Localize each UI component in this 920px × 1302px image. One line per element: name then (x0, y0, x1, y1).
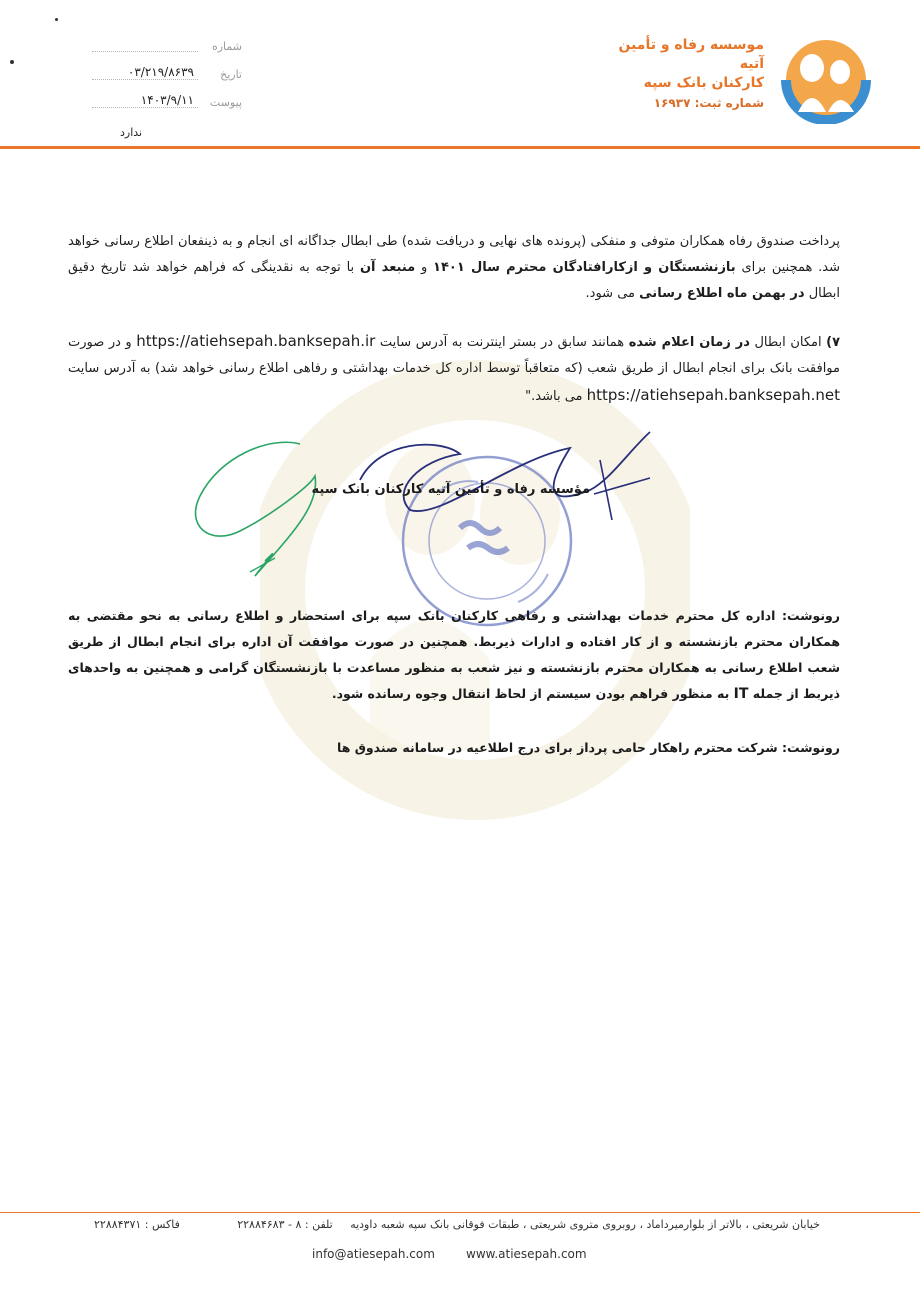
site-url-ir[interactable]: https://atiehsepah.banksepah.ir (136, 332, 376, 350)
scan-speck (55, 18, 58, 21)
org-name-line1: موسسه رفاه و تأمین آتیه (618, 37, 764, 72)
attachment-label: پیوست (209, 96, 242, 109)
footer-address: خیابان شریعتی ، بالاتر از بلوارمیرداماد ، روبروی متروی شریعتی ، طبقات فوقانی بانک سپه شعبه داودیه (350, 1218, 820, 1231)
cc-2: رونوشت: شرکت محترم راهکار حامی پرداز برای درج اطلاعیه در سامانه صندوق ها (337, 740, 840, 755)
p2-text: همانند سابق در بستر اینترنت به آدرس سایت (379, 335, 625, 350)
org-name-block (594, 36, 764, 113)
cc1-it: IT (733, 686, 749, 702)
footer-website[interactable]: www.atiesepah.com (466, 1247, 587, 1261)
p2-text: می باشد." (525, 389, 583, 404)
cc1-text-end: به منظور فراهم بودن سیستم از لحاظ انتقال وجوه رسانده شود. (331, 686, 730, 701)
p1-bold-bahman: در بهمن ماه اطلاع رسانی (639, 286, 805, 301)
footer-address-phone (237, 1218, 820, 1231)
number-field (92, 40, 242, 56)
p2-text: امکان ابطال (754, 335, 822, 350)
attachment-value: ۱۴۰۳/۹/۱۱ (140, 93, 194, 107)
p1-text: با توجه به نقدینگی که فراهم خواهد شد تاریخ دقیق ابطال (68, 260, 840, 301)
p2-bold-announced: در زمان اعلام شده (628, 335, 750, 350)
org-registration: شماره ثبت: ۱۶۹۳۷ (653, 96, 764, 110)
footer-phone: تلفن : ۸ - ۲۲۸۸۴۶۸۳ (237, 1218, 333, 1231)
org-logo-icon (768, 28, 880, 124)
footer-email[interactable]: info@atiesepah.com (312, 1247, 435, 1261)
site-url-net[interactable]: https://atiehsepah.banksepah.net (586, 386, 840, 404)
date-label: تاریخ (220, 68, 242, 81)
p1-text: و (420, 260, 428, 275)
attachment-note: ندارد (120, 126, 143, 139)
cc-1 (68, 603, 840, 707)
navy-signature-icon (350, 420, 680, 530)
p1-text: می شود. (585, 286, 636, 301)
number-dotted-line (92, 51, 198, 52)
p1-bold-retirees: بازنشستگان و ازکارافتادگان محترم سال ۱۴۰۱ (433, 260, 736, 275)
number-label: شماره (211, 40, 242, 53)
date-field (92, 65, 242, 84)
footer-divider (0, 1212, 920, 1213)
p2-text: و در صورت موافقت بانک برای انجام ابطال از طریق شعب (که متعاقباً توسط اداره کل خدمات بهداشتی و رفاهی اطلاع رسانی خواهد شد) به آدرس سایت (68, 335, 840, 376)
date-dotted-line (92, 79, 198, 80)
signature-title: مؤسسه رفاه و تأمین آتیه کارکنان بانک سپه (311, 482, 590, 497)
attachment-field (92, 93, 242, 112)
p1-text: پرداخت صندوق رفاه همکاران متوفی و منفکی (پرونده های نهایی و دریافت شده) طی ابطال جداگانه ای انجام و به ذینفعان اطلاع رسانی خواهد شد. همچنین برای (68, 234, 840, 275)
green-signature-icon (180, 436, 330, 586)
footer-fax: فاکس : ۲۲۸۸۴۳۷۱ (94, 1218, 180, 1231)
date-value: ۰۳/۲۱۹/۸۶۳۹ (127, 65, 194, 79)
paragraph-1 (68, 229, 840, 307)
header-divider (0, 146, 920, 149)
attachment-dotted-line (92, 107, 198, 108)
cc1-text: رونوشت: اداره کل محترم خدمات بهداشتی و رفاهی کارکنان بانک سپه برای استحضار و اطلاع رسانی به نحو مقتضی به همکاران محترم بازنشسته و از کار افتاده و ادارات ذیربط. همچنین در صورت موافقت آن اداره برای انجام ابطال از طریق شعب اطلاع رسانی به همکاران محترم بازنشسته و نیز شعب به منظور مساعدت با بازنشستگان گرامی و همچنین به واحدهای ذیربط از جمله (68, 608, 840, 701)
p1-bold-after: منبعد آن (359, 260, 416, 275)
org-name-line2: کارکنان بانک سپه (643, 75, 764, 91)
paragraph-2 (68, 328, 840, 410)
p2-number: ۷) (826, 335, 841, 350)
scan-speck (10, 60, 14, 64)
